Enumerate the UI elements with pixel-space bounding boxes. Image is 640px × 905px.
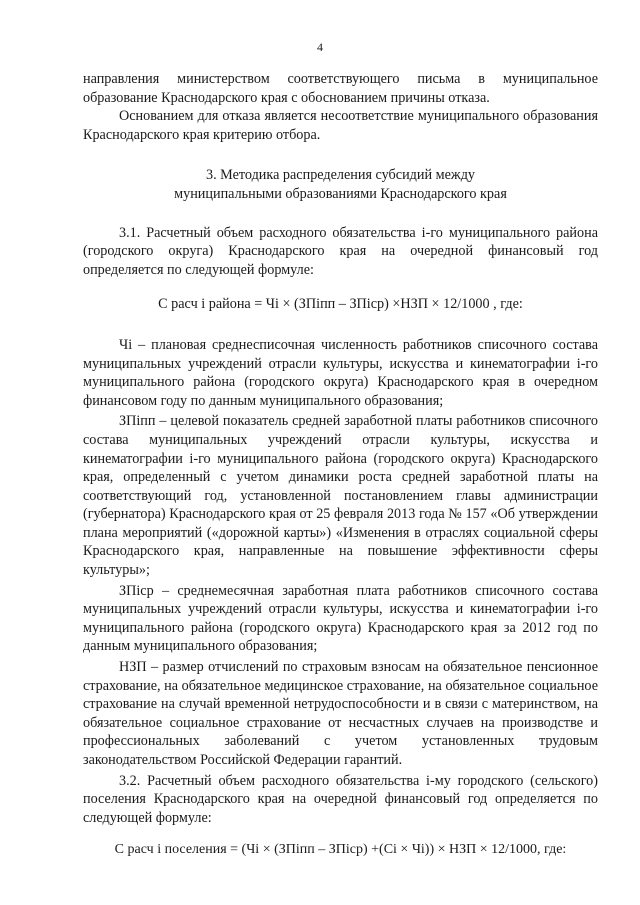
definition-insurance-rate: НЗП – размер отчислений по страховым взносам на обязательное пенсионное страхование, на обязательное медицинское страхование, на обязательное социальное страхование на случай временной нетрудоспособности и в связи с материнством, на обязательное социальное страхование от несчастных случаев на производстве и профессиональных заболеваний с учетом установленных трудовым законодательством Российской Федерации гарантий. — [83, 659, 598, 768]
paragraph-rejection-reason: Основанием для отказа является несоответствие муниципального образования Краснодарского края критерию отбора. — [83, 108, 598, 143]
paragraph-rejection-notice: направления министерством соответствующего письма в муниципальное образование Краснодарского края с обоснованием причины отказа. — [83, 71, 598, 106]
definition-target-salary: ЗПiпп – целевой показатель средней заработной платы работников списочного состава муниципальных учреждений отрасли культуры, искусства и кинематографии i-го муниципального района (городского округа) Краснодарского края, определенный с учетом динамики роста средней заработной платы на соответствующий год, установленной постановлением главы администрации (губернатора) Краснодарского края от 25 февраля 2013 года № 157 «Об утверждении плана мероприятий («дорожной карты») «Изменения в отраслях социальной сферы Краснодарского края, направленные на повышение эффективности сферы культуры»; — [83, 413, 598, 579]
definition-average-salary: ЗПiср – среднемесячная заработная плата работников списочного состава муниципальных учреждений отрасли культуры, искусства и кинематографии i-го муниципального района (городского округа) Краснодарского края за 2012 год по данным муниципального образования; — [83, 582, 598, 655]
page-number: 4 — [317, 40, 323, 54]
paragraph-3-2: 3.2. Расчетный объем расходного обязательства i-му городского (сельского) поселения Краснодарского края на очередной финансовый год определяется по следующей формуле: — [83, 772, 598, 826]
paragraph-3-1: 3.1. Расчетный объем расходного обязательства i-го муниципального района (городского округа) Краснодарского края на очередной финансовый год определяется по следующей формуле: — [83, 224, 598, 278]
section-title-line-2: муниципальными образованиями Краснодарского края — [174, 185, 507, 202]
document-body — [83, 70, 598, 860]
definition-headcount: Чi – плановая среднесписочная численность работников списочного состава муниципальных учреждений отрасли культуры, искусства и кинематографии i-го муниципального района (городского округа) Краснодарского края в очередном финансовом году по данным муниципального образования; — [83, 336, 598, 409]
formula-settlement: С расч i поселения = (Чi × (ЗПiпп – ЗПiср) +(Сi × Чi)) × НЗП × 12/1000, где: — [114, 842, 567, 858]
formula-district: С расч i района = Чi × (ЗПiпп – ЗПiср) ×НЗП × 12/1000 , где: — [158, 296, 523, 313]
section-title-line-1: 3. Методика распределения субсидий между — [205, 167, 476, 184]
